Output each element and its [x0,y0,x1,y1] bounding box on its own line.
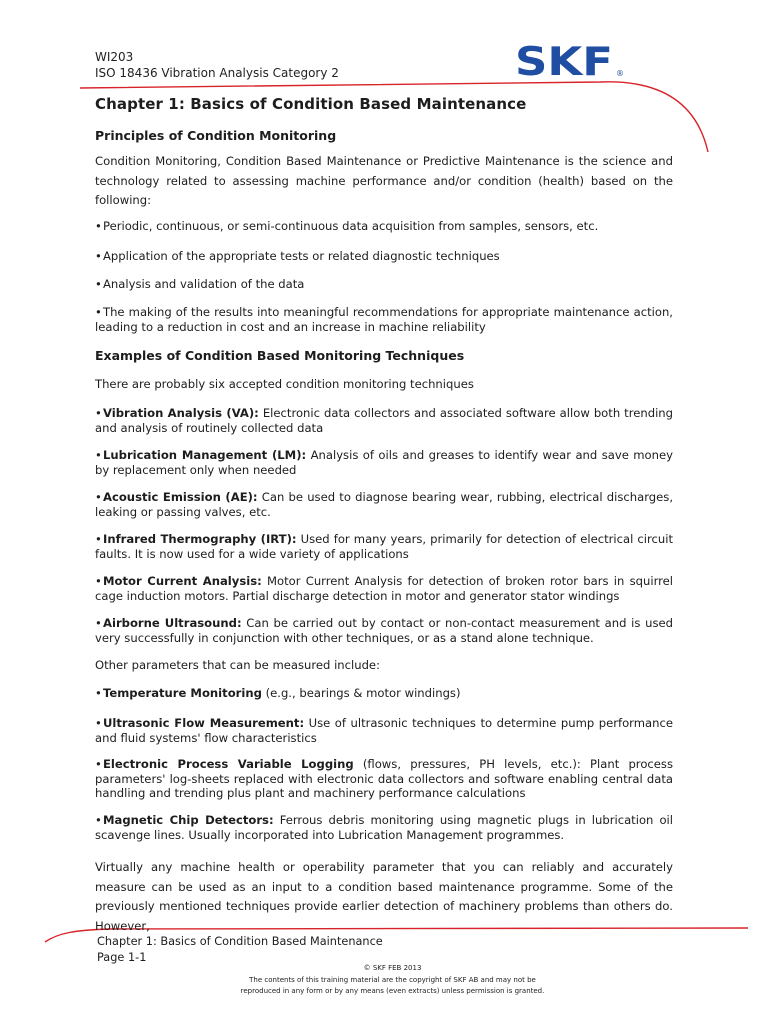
technique-item: •Acoustic Emission (AE): Can be used to diagnose bearing wear, rubbing, electrical discharges, leaking or passing valves, etc. [95,490,674,519]
parameter-description: (e.g., bearings & motor windings) [265,686,461,700]
copyright-notice [200,963,585,998]
list-item: •Periodic, continuous, or semi-continuous data acquisition from samples, sensors, etc. [95,219,599,233]
list-item-text: Analysis and validation of the data [103,277,305,291]
technique-term: Motor Current Analysis: [103,574,262,588]
list-item: •Analysis and validation of the data [95,277,305,291]
technique-item: •Lubrication Management (LM): Analysis of oils and greases to identify wear and save money by replacement only when needed [95,448,673,477]
skf-logo [515,42,625,80]
parameter-term: Temperature Monitoring [103,686,262,700]
parameter-item: •Magnetic Chip Detectors: Ferrous debris monitoring using magnetic plugs in lubrication oil scavenge lines. Usually incorporated into Lubrication Management programmes. [95,813,674,842]
list-item: •Application of the appropriate tests or related diagnostic techniques [95,249,500,263]
technique-term: Lubrication Management (LM): [103,448,307,462]
technique-term: Infrared Thermography (IRT): [103,532,297,546]
footer-chapter-title: Chapter 1: Basics of Condition Based Maintenance [97,935,383,948]
copyright-notice-line-1: The contents of this training material are the copyright of SKF AB and may not be [249,975,536,984]
copyright-line: © SKF FEB 2013 [363,964,422,972]
technique-item: •Vibration Analysis (VA): Electronic data collectors and associated software allow both trending and analysis of routinely collected data [95,406,674,435]
chapter-title: Chapter 1: Basics of Condition Based Maintenance [95,95,527,113]
technique-description: Used for many years, primarily for detection of electrical circuit faults. It is now used for a wide variety of applications [95,532,673,561]
closing-paragraph: Virtually any machine health or operability parameter that you can reliably and accurately measure can be used as an input to a condition based maintenance programme. Some of the previously mentioned techniques provide earlier detection of machinery problems than others do. However, [95,860,673,933]
technique-description: Analysis of oils and greases to identify wear and save money by replacement only when needed [95,448,673,477]
registered-mark: ® [616,69,624,78]
skf-logo-wordmark: SKF [515,42,613,80]
parameter-item: •Ultrasonic Flow Measurement: Use of ultrasonic techniques to determine pump performance and fluid systems' flow characteristics [95,716,673,745]
techniques-intro: There are probably six accepted condition monitoring techniques [95,377,474,391]
technique-description: Can be used to diagnose bearing wear, rubbing, electrical discharges, leaking or passing valves, etc. [95,490,674,519]
technique-item: •Airborne Ultrasound: Can be carried out by contact or non-contact measurement and is used very successfully in conjunction with other techniques, or as a stand alone technique. [95,616,673,645]
parameter-description: Use of ultrasonic techniques to determine pump performance and fluid systems' flow characteristics [95,716,673,745]
document-category: ISO 18436 Vibration Analysis Category 2 [95,66,339,80]
page-number: Page 1-1 [97,951,147,964]
technique-term: Airborne Ultrasound: [103,616,242,630]
list-item-text: Application of the appropriate tests or related diagnostic techniques [103,249,500,263]
parameter-description: (flows, pressures, PH levels, etc.): Plant process parameters' log-sheets replaced with electronic data collectors and software enabling central data handling and trending plus plant and machinery performance calculations [95,757,674,800]
copyright-notice-line-2: reproduced in any form or by any means (even extracts) unless permission is granted. [240,987,545,995]
principles-intro-paragraph: Condition Monitoring, Condition Based Maintenance or Predictive Maintenance is the science and technology related to assessing machine performance and/or condition (health) based on the following: [95,154,673,207]
parameter-item: •Electronic Process Variable Logging (flows, pressures, PH levels, etc.): Plant process parameters' log-sheets replaced with electronic data collectors and software enabling central data handling and trending plus plant and machinery performance calculations [95,757,674,800]
other-parameters-intro: Other parameters that can be measured include: [95,658,380,672]
parameter-term: Magnetic Chip Detectors: [103,813,274,827]
document-code: WI203 [95,50,134,64]
technique-term: Acoustic Emission (AE): [103,490,258,504]
technique-description: Motor Current Analysis for detection of broken rotor bars in squirrel cage induction motors. Partial discharge detection in motor and generator stator windings [95,574,673,603]
parameter-item: •Temperature Monitoring (e.g., bearings & motor windings) [95,686,461,700]
technique-item: •Motor Current Analysis: Motor Current Analysis for detection of broken rotor bars in squirrel cage induction motors. Partial discharge detection in motor and generator stator windings [95,574,673,603]
list-item-text: The making of the results into meaningful recommendations for appropriate maintenance action, leading to a reduction in cost and an increase in machine reliability [95,305,673,334]
parameter-term: Electronic Process Variable Logging [103,757,354,771]
list-item-text: Periodic, continuous, or semi-continuous data acquisition from samples, sensors, etc. [103,219,599,233]
section-heading-principles: Principles of Condition Monitoring [95,128,337,143]
parameter-term: Ultrasonic Flow Measurement: [103,716,305,730]
technique-description: Can be carried out by contact or non-contact measurement and is used very successfully in conjunction with other techniques, or as a stand alone technique. [95,616,673,645]
technique-term: Vibration Analysis (VA): [103,406,259,420]
technique-description: Electronic data collectors and associated software allow both trending and analysis of routinely collected data [95,406,674,435]
parameter-description: Ferrous debris monitoring using magnetic plugs in lubrication oil scavenge lines. Usually incorporated into Lubrication Management programmes. [95,813,674,842]
list-item: •The making of the results into meaningful recommendations for appropriate maintenance action, leading to a reduction in cost and an increase in machine reliability [95,305,673,334]
technique-item: •Infrared Thermography (IRT): Used for many years, primarily for detection of electrical circuit faults. It is now used for a wide variety of applications [95,532,673,561]
section-heading-examples: Examples of Condition Based Monitoring Techniques [95,348,465,363]
